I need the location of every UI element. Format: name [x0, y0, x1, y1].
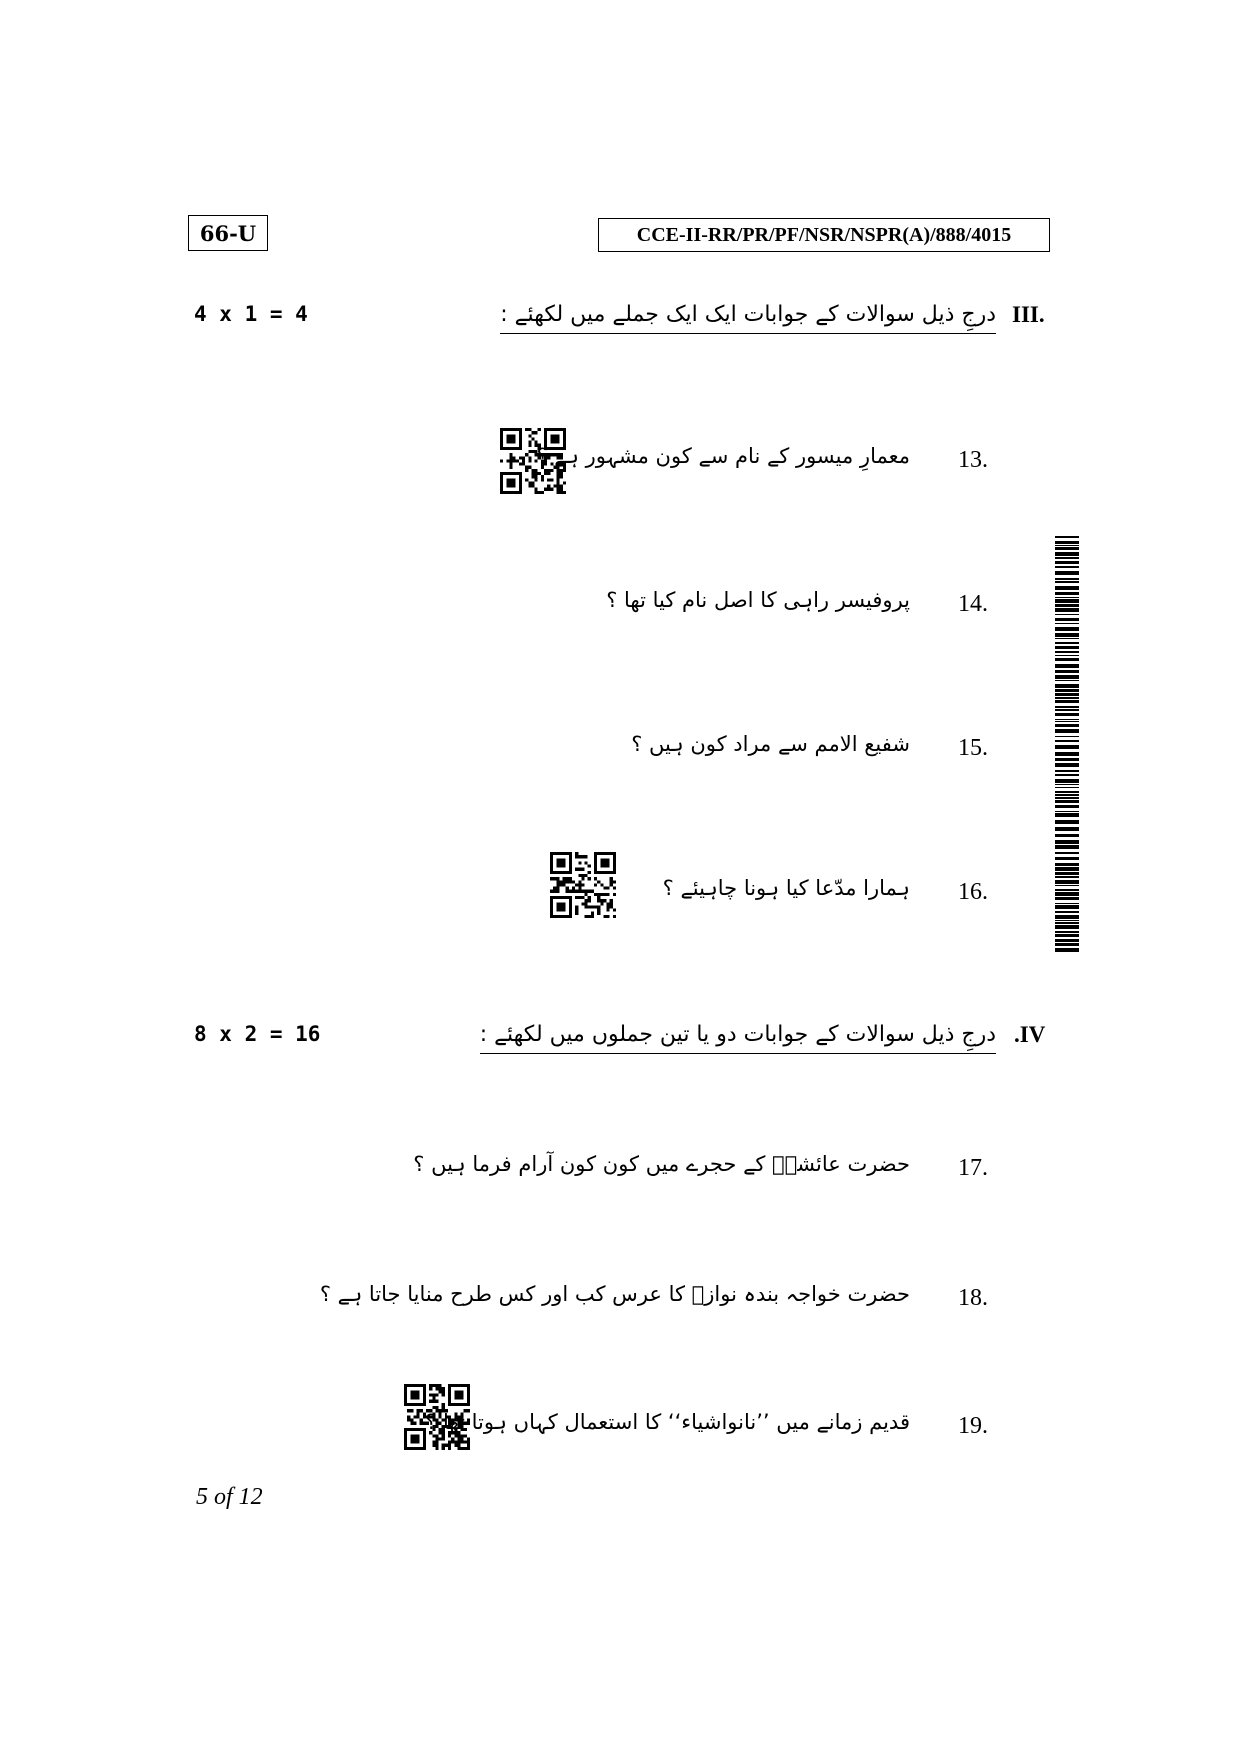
question-14-number: 14. [958, 591, 988, 617]
question-13-text: معمارِ میسور کے نام سے کون مشہور ہے ؟ [536, 444, 910, 468]
section-iii-number: III. [1012, 302, 1045, 327]
section-iv-title: درجِ ذیل سوالات کے جوابات دو یا تین جملوں میں لکھئے : [480, 1022, 996, 1054]
question-17-number: 17. [958, 1155, 988, 1181]
question-13-number: 13. [958, 447, 988, 473]
question-18-number: 18. [958, 1285, 988, 1311]
question-17-text: حضرت عائشہؓ کے حجرے میں کون کون آرام فرما ہیں ؟ [413, 1152, 910, 1176]
question-19-text: قدیم زمانے میں ’’نانواشیاء‘‘ کا استعمال کہاں ہوتا تھا ؟ [425, 1410, 910, 1434]
section-iii-marks: 4 x 1 = 4 [194, 302, 308, 326]
reference-code-box: CCE-II-RR/PR/PF/NSR/NSPR(A)/888/4015 [598, 218, 1050, 252]
question-18-text: حضرت خواجہ بندہ نوازؒ کا عرس کب اور کس طرح منایا جاتا ہے ؟ [319, 1282, 910, 1306]
qr-code-icon [550, 852, 616, 918]
paper-code-box: 66-U [188, 215, 268, 251]
barcode-icon [1055, 536, 1079, 954]
question-15-number: 15. [958, 735, 988, 761]
section-iv-number: .IV [1014, 1022, 1046, 1047]
question-16-text: ہمارا مدّعا کیا ہونا چاہیئے ؟ [662, 876, 910, 900]
question-19-number: 19. [958, 1413, 988, 1439]
section-iv-marks: 8 x 2 = 16 [194, 1022, 321, 1046]
page-number: 5 of 12 [196, 1484, 263, 1510]
question-15-text: شفیع الامم سے مراد کون ہیں ؟ [631, 732, 910, 756]
question-16-number: 16. [958, 879, 988, 905]
question-14-text: پروفیسر راہی کا اصل نام کیا تھا ؟ [606, 588, 910, 612]
section-iii-title: درجِ ذیل سوالات کے جوابات ایک ایک جملے میں لکھئے : [500, 302, 996, 334]
